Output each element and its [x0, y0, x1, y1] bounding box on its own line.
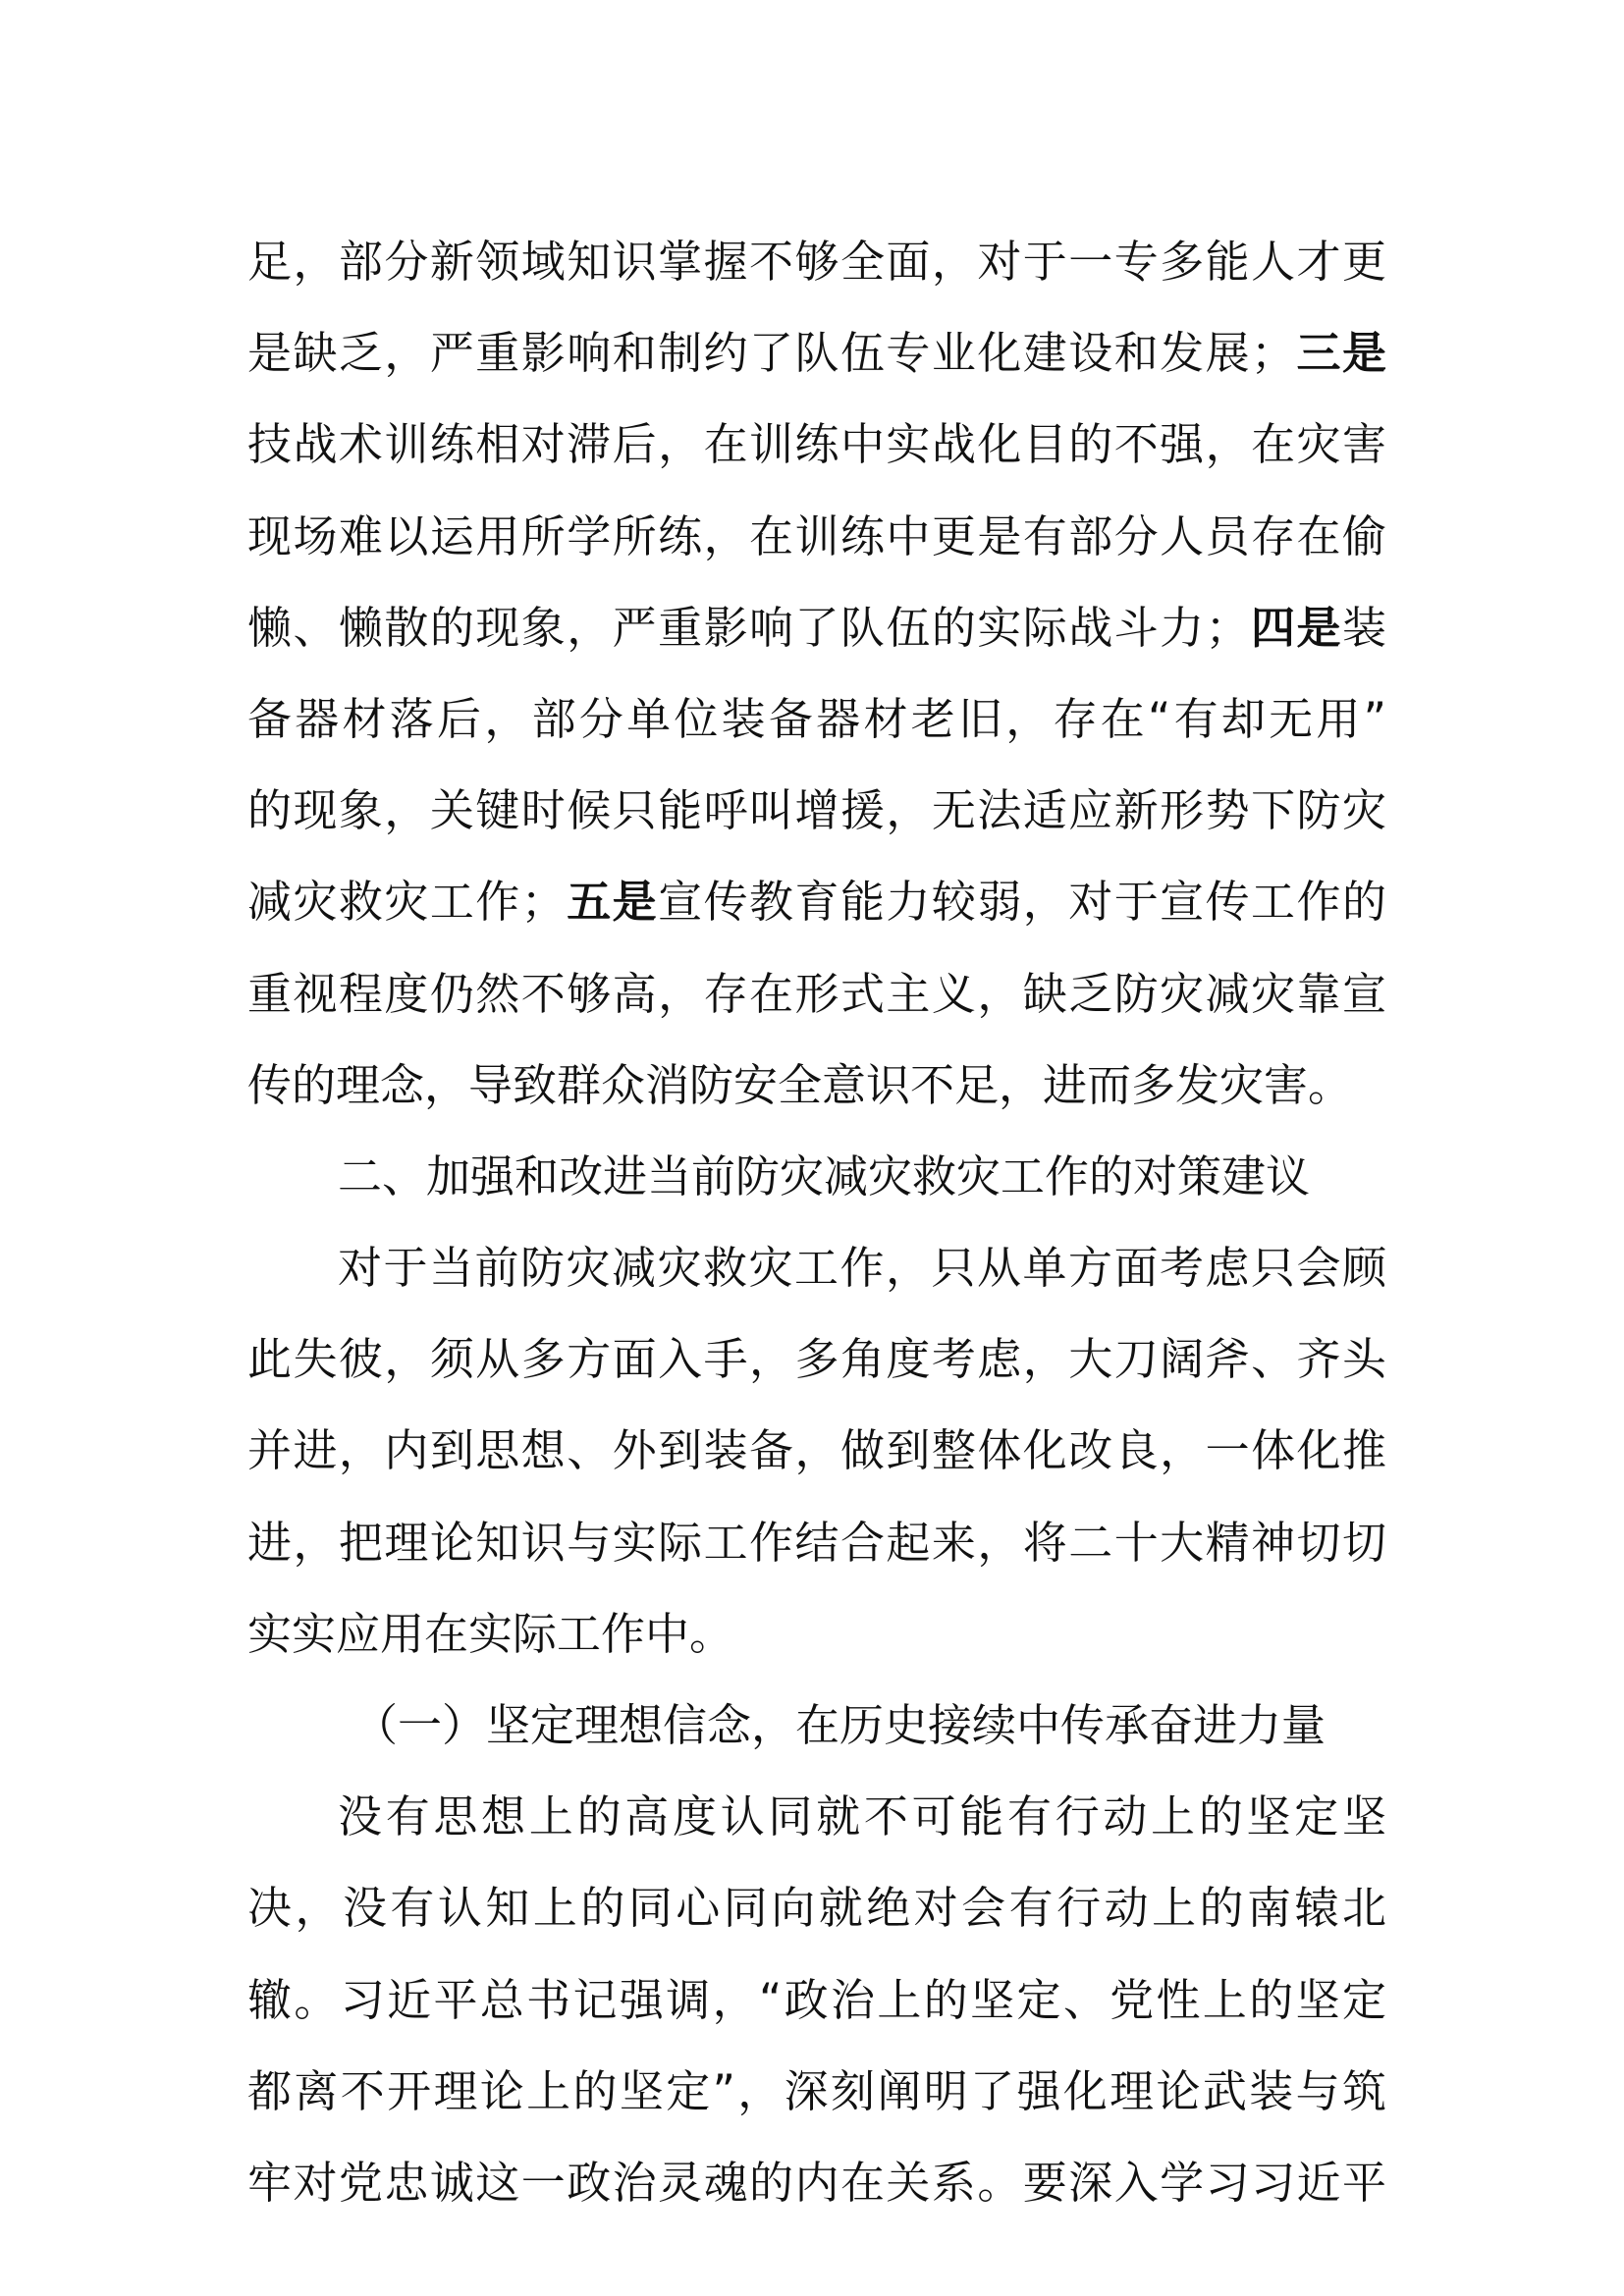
text-segment: （一）坚定理想信念，在历史接续中传承奋进力量 — [353, 1699, 1326, 1751]
text-segment: 的现象，关键时候只能呼叫增援，无法适应新形势下防灾 — [247, 784, 1386, 837]
text-segment: 决，没有认知上的同心同向就绝对会有行动上的南辕北 — [247, 1882, 1386, 1935]
text-segment: 技战术训练相对滞后，在训练中实战化目的不强，在灾害 — [247, 418, 1386, 471]
text-line — [247, 948, 1386, 1040]
text-line — [247, 1497, 1386, 1588]
document-body — [247, 216, 1386, 2228]
text-segment: 二、加强和改进当前防灾减灾救灾工作的对策建议 — [338, 1149, 1311, 1202]
text-line — [247, 582, 1386, 673]
text-segment: 进，把理论知识与实际工作结合起来，将二十大精神切切 — [247, 1516, 1386, 1569]
bold-text: 三是 — [1295, 327, 1386, 380]
text-segment: 备器材落后，部分单位装备器材老旧，存在“有却无用” — [247, 692, 1386, 745]
text-line — [247, 1588, 1386, 1680]
text-line — [247, 1040, 1386, 1131]
text-line — [247, 2046, 1386, 2137]
text-segment: 都离不开理论上的坚定”，深刻阐明了强化理论武装与筑 — [247, 2064, 1386, 2117]
text-segment: 牢对党忠诚这一政治灵魂的内在关系。要深入学习习近平 — [247, 2156, 1386, 2209]
text-segment: 是缺乏，严重影响和制约了队伍专业化建设和发展； — [247, 327, 1296, 380]
text-line — [247, 1862, 1386, 1953]
text-line — [247, 1954, 1386, 2046]
text-line — [247, 1680, 1386, 1771]
text-segment: 辙。习近平总书记强调，“政治上的坚定、党性上的坚定 — [247, 1973, 1386, 2026]
text-line — [247, 1771, 1386, 1862]
text-segment: 宣传教育能力较弱，对于宣传工作的 — [658, 876, 1386, 929]
text-line — [247, 2137, 1386, 2228]
text-line — [247, 673, 1386, 765]
text-segment: 实实应用在实际工作中。 — [247, 1607, 734, 1660]
bold-text: 五是 — [565, 876, 659, 929]
bold-text: 四是 — [1249, 601, 1342, 654]
text-line — [247, 1222, 1386, 1313]
text-line — [247, 1313, 1386, 1405]
text-line — [247, 491, 1386, 582]
text-line — [247, 307, 1386, 399]
text-line — [247, 399, 1386, 490]
text-segment: 现场难以运用所学所练，在训练中更是有部分人员存在偷 — [247, 509, 1386, 562]
text-segment: 减灾救灾工作； — [247, 876, 566, 929]
text-segment: 没有思想上的高度认同就不可能有行动上的坚定坚 — [338, 1790, 1386, 1843]
text-segment: 传的理念，导致群众消防安全意识不足，进而多发灾害。 — [247, 1058, 1353, 1111]
text-segment: 此失彼，须从多方面入手，多角度考虑，大刀阔斧、齐头 — [247, 1333, 1386, 1386]
text-segment: 对于当前防灾减灾救灾工作，只从单方面考虑只会顾 — [338, 1242, 1386, 1295]
text-segment: 懒、懒散的现象，严重影响了队伍的实际战斗力； — [247, 601, 1250, 654]
text-line — [247, 765, 1386, 856]
text-line — [247, 216, 1386, 307]
text-segment: 装 — [1341, 601, 1386, 654]
text-line — [247, 1405, 1386, 1496]
text-line — [247, 856, 1386, 947]
text-segment: 足，部分新领域知识掌握不够全面，对于一专多能人才更 — [247, 236, 1386, 288]
text-segment: 重视程度仍然不够高，存在形式主义，缺乏防灾减灾靠宣 — [247, 967, 1386, 1020]
text-segment: 并进，内到思想、外到装备，做到整体化改良，一体化推 — [247, 1424, 1386, 1477]
text-line — [247, 1131, 1386, 1222]
